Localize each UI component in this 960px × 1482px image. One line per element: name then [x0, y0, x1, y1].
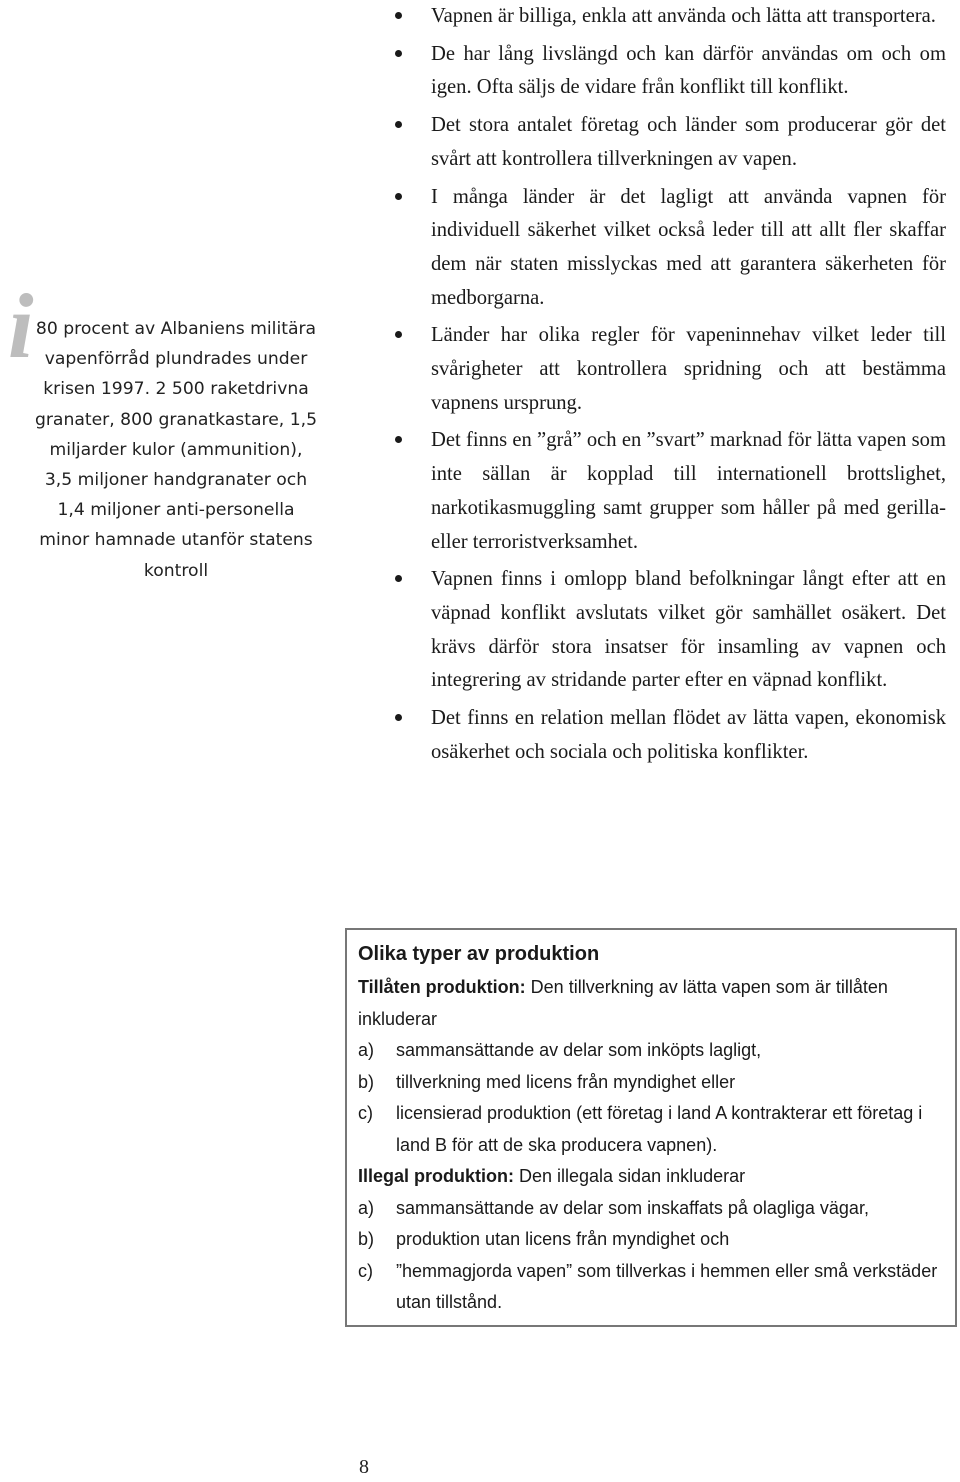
- bullet-item: [384, 424, 946, 559]
- legal-item-b: [358, 1067, 943, 1099]
- bullet-item: [384, 109, 946, 176]
- item-marker: a): [358, 1040, 375, 1060]
- item-marker: b): [358, 1071, 375, 1092]
- bullet-dot-icon: [395, 50, 402, 57]
- illegal-item-b: [358, 1224, 943, 1256]
- bullet-dot-icon: [395, 121, 402, 128]
- bullet-item: [384, 181, 946, 316]
- legal-item-c: [358, 1098, 943, 1161]
- bullet-dot-icon: [395, 575, 402, 582]
- item-text: sammansättande av delar som inskaffats på olagliga vägar,: [396, 1197, 869, 1218]
- item-text: tillverkning med licens från myndighet eller: [396, 1071, 736, 1092]
- bullet-text: Det finns en ”grå” och en ”svart” marknad för lätta vapen som inte sällan är kopplad till internationell brottslighet, narkotikasmuggling samt grupper som håller på med gerilla- eller terroristverksamhet.: [431, 429, 946, 553]
- item-marker: c): [358, 1260, 373, 1281]
- bullet-item: [384, 702, 946, 769]
- bullet-item: [384, 0, 946, 34]
- bullet-dot-icon: [395, 436, 402, 443]
- bullet-item: [384, 563, 946, 698]
- bullet-text: Det stora antalet företag och länder som producerar gör det svårt att kontrollera tillverkningen av vapen.: [431, 114, 946, 170]
- bullet-dot-icon: [395, 12, 402, 19]
- item-text: produktion utan licens från myndighet och: [396, 1229, 730, 1249]
- item-text: sammansättande av delar som inköpts lagligt,: [396, 1040, 762, 1060]
- illegal-production-paragraph: [358, 1161, 943, 1193]
- bullet-list: [384, 0, 946, 773]
- production-types-box: [345, 928, 957, 1327]
- illegal-production-label: Illegal produktion:: [358, 1166, 514, 1186]
- info-sidebar: [8, 275, 318, 606]
- item-marker: c): [358, 1103, 373, 1123]
- sidebar-text: 80 procent av Albaniens militära vapenförråd plundrades under krisen 1997. 2 500 raketdrivna granater, 800 granatkastare, 1,5 miljarder kulor (ammunition), 3,5 miljoner handgranater och 1,4 miljoner anti-personella minor hamnade utanför statens kontroll: [34, 319, 318, 581]
- item-text: ”hemmagjorda vapen” som tillverkas i hemmen eller små verkstäder utan tillstånd.: [396, 1260, 938, 1312]
- bullet-text: Det finns en relation mellan flödet av lätta vapen, ekonomisk osäkerhet och sociala och politiska konflikter.: [431, 707, 946, 763]
- page-number: 8: [359, 1456, 369, 1478]
- illegal-production-text: Den illegala sidan inkluderar: [514, 1166, 746, 1186]
- bullet-text: I många länder är det lagligt att använda vapnen för individuell säkerhet vilket också leder till att allt fler skaffar dem när staten misslyckas med att garantera säkerheten för medborgarna.: [431, 185, 946, 309]
- illegal-item-a: [358, 1193, 943, 1225]
- bullet-text: De har lång livslängd och kan därför användas om och om igen. Ofta säljs de vidare från konflikt till konflikt.: [431, 42, 946, 99]
- illegal-item-c: [358, 1256, 943, 1319]
- bullet-item: [384, 319, 946, 420]
- bullet-item: [384, 38, 946, 105]
- bullet-text: Länder har olika regler för vapeninnehav vilket leder till svårigheter att kontrollera spridning och att bestämma vapnens ursprung.: [431, 324, 946, 414]
- bullet-dot-icon: [395, 331, 402, 338]
- legal-production-paragraph: [358, 972, 943, 1035]
- item-marker: b): [358, 1229, 375, 1249]
- legal-production-text: Den tillverkning av lätta vapen som är tillåten inkluderar: [358, 977, 888, 1029]
- item-text: licensierad produktion (ett företag i land A kontrakterar ett företag i land B för att de ska producera vapnen).: [396, 1103, 923, 1155]
- bullet-dot-icon: [395, 714, 402, 721]
- bullet-text: Vapnen är billiga, enkla att använda och lätta att transportera.: [431, 5, 936, 27]
- bullet-text: Vapnen finns i omlopp bland befolkningar långt efter att en väpnad konflikt avslutats vilket gör samhället osäkert. Det krävs därför stora insatser för insamling av vapnen och integrering av stridande parter efter en väpnad konflikt.: [431, 568, 946, 692]
- info-icon: i: [8, 275, 34, 377]
- legal-production-label: Tillåten produktion:: [358, 977, 526, 997]
- box-title: Olika typer av produktion: [358, 943, 600, 965]
- bullet-dot-icon: [395, 193, 402, 200]
- item-marker: a): [358, 1197, 375, 1218]
- legal-item-a: [358, 1035, 943, 1067]
